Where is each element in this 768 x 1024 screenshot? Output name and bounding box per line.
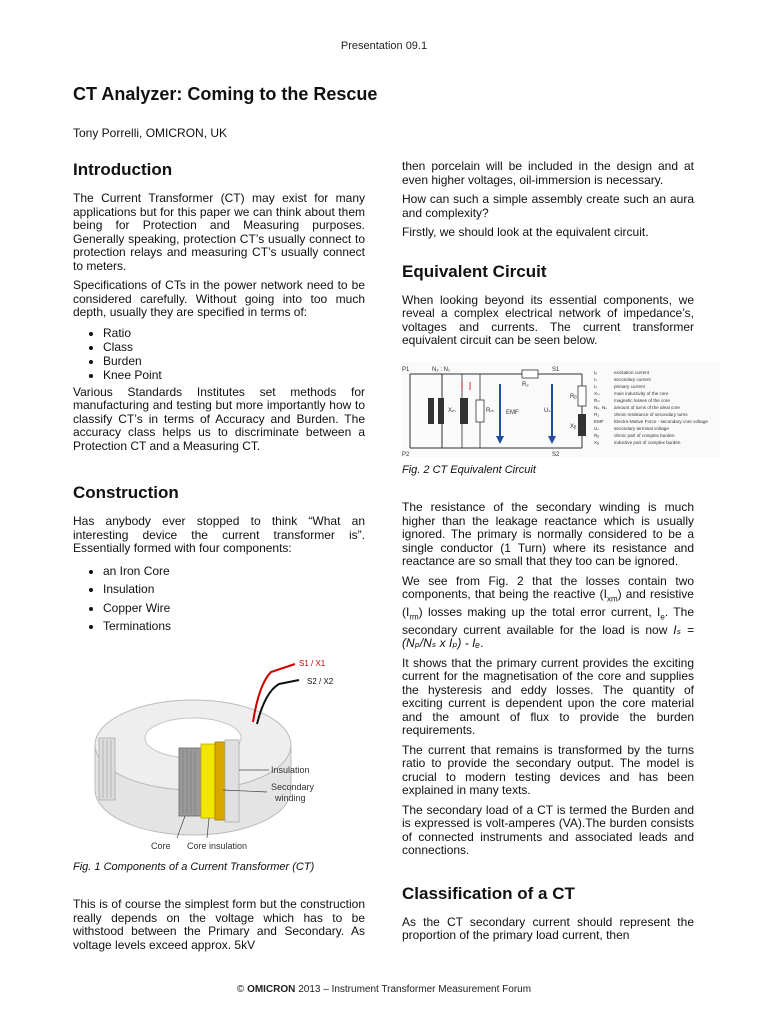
presentation-number: Presentation 09.1 <box>340 40 428 52</box>
us-label: Uₛ <box>544 407 551 414</box>
legend-symbol: Iₚ <box>594 383 598 389</box>
construction-paragraph-1: Has anybody ever stopped to think “What an interesting device the current transformer is”. Essentially formed with four components: <box>73 514 365 555</box>
list-item: • Burden <box>103 354 365 368</box>
s2-label: S2 <box>552 451 560 458</box>
spec-list <box>73 326 365 382</box>
firstly-paragraph: Firstly, we should look at the equivalent circuit. <box>402 225 649 239</box>
insulation-label: Insulation <box>271 764 310 775</box>
emf-label: EMF <box>506 409 519 416</box>
core-insulation-label: Core insulation <box>187 840 248 851</box>
legend-item: primary current <box>614 383 645 389</box>
intro-paragraph-2: Specifications of CTs in the power network need to be considered carefully. Without going into too much depth, usually they are specified in terms of: <box>73 278 365 319</box>
list-item: • Copper Wire <box>103 599 365 618</box>
list-item: • Class <box>103 340 365 354</box>
ct-equivalent-circuit-figure <box>402 362 720 458</box>
rm-label: Rₘ <box>486 407 495 414</box>
rb-label: Rᵦ <box>570 393 577 400</box>
legend-symbol: Xᵦ <box>594 439 599 445</box>
list-item: • Insulation <box>103 580 365 599</box>
legend-item: ohmic part of complex burden <box>614 432 675 438</box>
legend-item: amount of turns of the ideal core <box>614 404 680 410</box>
left-column <box>73 160 365 958</box>
legend-symbol: Rᵦ <box>594 432 600 438</box>
legend-symbol: Xₘ <box>594 390 600 396</box>
component-list <box>73 562 365 636</box>
equivalent-paragraph-5: The current that remains is transformed by the turns ratio to provide the secondary output. The model is crucial to modern testing devices and has been explained in many texts. <box>402 742 694 798</box>
s2-x2-label: S2 / X2 <box>307 676 334 686</box>
legend-item: inductive part of complex burden <box>614 439 681 445</box>
list-item: • Ratio <box>103 326 365 340</box>
legend-symbol: Nₚ, Nₛ <box>594 404 607 410</box>
author-line: Tony Porrelli, OMICRON, UK <box>73 126 228 140</box>
right-column <box>402 159 708 949</box>
legend-symbol: Iₛ <box>594 376 597 382</box>
xb-label: Xᵦ <box>570 423 577 430</box>
question-paragraph: How can such a simple assembly create such an aura and complexity? <box>402 192 694 220</box>
porcelain-paragraph: then porcelain will be included in the design and at even higher voltages, oil-immersion is necessary. <box>402 159 694 187</box>
ct-components-figure <box>73 650 365 855</box>
legend-item: ohmic resistance of secondary turns <box>614 411 688 417</box>
s1-x1-label: S1 / X1 <box>299 658 326 668</box>
xm-label: Xₘ <box>448 407 456 414</box>
classification-paragraph-1: As the CT secondary current should represent the proportion of the primary load current, then <box>402 914 694 943</box>
winding-label: winding <box>275 792 306 803</box>
introduction-heading: Introduction <box>73 160 173 179</box>
figure-1-caption: Fig. 1 Components of a Current Transformer (CT) <box>73 860 315 873</box>
legend-symbol: Rₘ <box>594 397 601 403</box>
list-item: • Terminations <box>103 617 365 636</box>
legend-item: secondary current <box>614 376 651 382</box>
construction-heading: Construction <box>73 483 179 502</box>
legend-item: Electro-Motive Force - secondary core voltage <box>614 418 708 424</box>
legend-item: main inductivity of the core <box>614 390 669 396</box>
equivalent-paragraph-1: When looking beyond its essential components, we reveal a complex electrical network of impedance’s, voltages and currents. The current transformer equivalent circuit can be seen below. <box>402 292 694 347</box>
list-item: • Knee Point <box>103 368 365 382</box>
core-label: Core <box>151 840 171 851</box>
paper-title: CT Analyzer: Coming to the Rescue <box>73 84 378 104</box>
equivalent-circuit-heading: Equivalent Circuit <box>402 261 547 281</box>
legend-symbol: R₂ <box>594 411 600 417</box>
p1-label: P1 <box>402 366 410 373</box>
legend-symbol: Iₑ <box>594 369 597 375</box>
r2-label: R₂ <box>522 381 529 388</box>
equivalent-paragraph-6: The secondary load of a CT is termed the Burden and is expressed is volt-amperes (VA).The burden consists of connected instruments and associated leads and connections. <box>402 802 694 858</box>
equivalent-paragraph-4: It shows that the primary current provides the exciting current for the magnetisation of the core and supplies the hysteresis and eddy losses. The quantity of exciting current is dependent upon the core material and the amount of flux to provide the burden requirements. <box>402 655 694 738</box>
figure-2-caption: Fig. 2 CT Equivalent Circuit <box>402 463 536 476</box>
footer-brand: OMICRON <box>247 984 296 995</box>
intro-paragraph-1: The Current Transformer (CT) may exist for many applications but for this paper we can think about them being for Protection and Measuring purposes. Generally speaking, protection CT’s usually connect to protection relays and measuring CT’s usually connect to meters. <box>73 191 365 273</box>
list-item: • an Iron Core <box>103 562 365 581</box>
p2-label: P2 <box>402 451 410 458</box>
secondary-current-formula: Iₛ = (Nₚ/Nₛ x Iₚ) - Iₑ <box>402 622 694 651</box>
s1-label: S1 <box>552 366 560 373</box>
construction-paragraph-2: This is of course the simplest form but the construction really depends on the voltage which has to be withstood between the Primary and Secondary. As voltage levels exceed approx. 5kV <box>73 897 365 952</box>
equivalent-paragraph-3: We see from Fig. 2 that the losses contain two components, that being the reactive $(I_{xm})$ and resistive $(I_{rm})$ losses making up the total error current, $I_e$. The secondary current available for the load is now Iₛ = (Nₚ/Nₛ x Iₚ) - Iₑ. <box>402 573 694 651</box>
footer-text: 2013 – Instrument Transformer Measurement Forum <box>295 984 532 995</box>
legend-item: excitation current <box>614 369 649 375</box>
legend-symbol: Uₛ <box>594 425 600 431</box>
intro-paragraph-3: Various Standards Institutes set methods for manufacturing and testing but more importantly how to classify CT’s in terms of Accuracy and Burden. The accuracy class helps us to discriminate between a Protection CT and a Measuring CT. <box>73 384 365 453</box>
legend-item: magnetic losses of the core <box>614 397 670 403</box>
equivalent-paragraph-2: The resistance of the secondary winding is much higher than the leakage reactance which is usually ignored. The primary is normally considered to be a single conductor (1 Turn) where its resistance and reactance are so small that they too can be ignored. <box>402 500 694 568</box>
secondary-label: Secondary <box>271 781 315 792</box>
copyright-symbol: © <box>236 984 245 995</box>
ratio-label: N₂ : N₁ <box>432 366 451 373</box>
classification-heading: Classification of a CT <box>402 883 575 903</box>
page-footer <box>0 984 768 995</box>
legend-symbol: EMF <box>594 418 604 424</box>
legend-item: secondary terminal voltage <box>614 425 669 431</box>
